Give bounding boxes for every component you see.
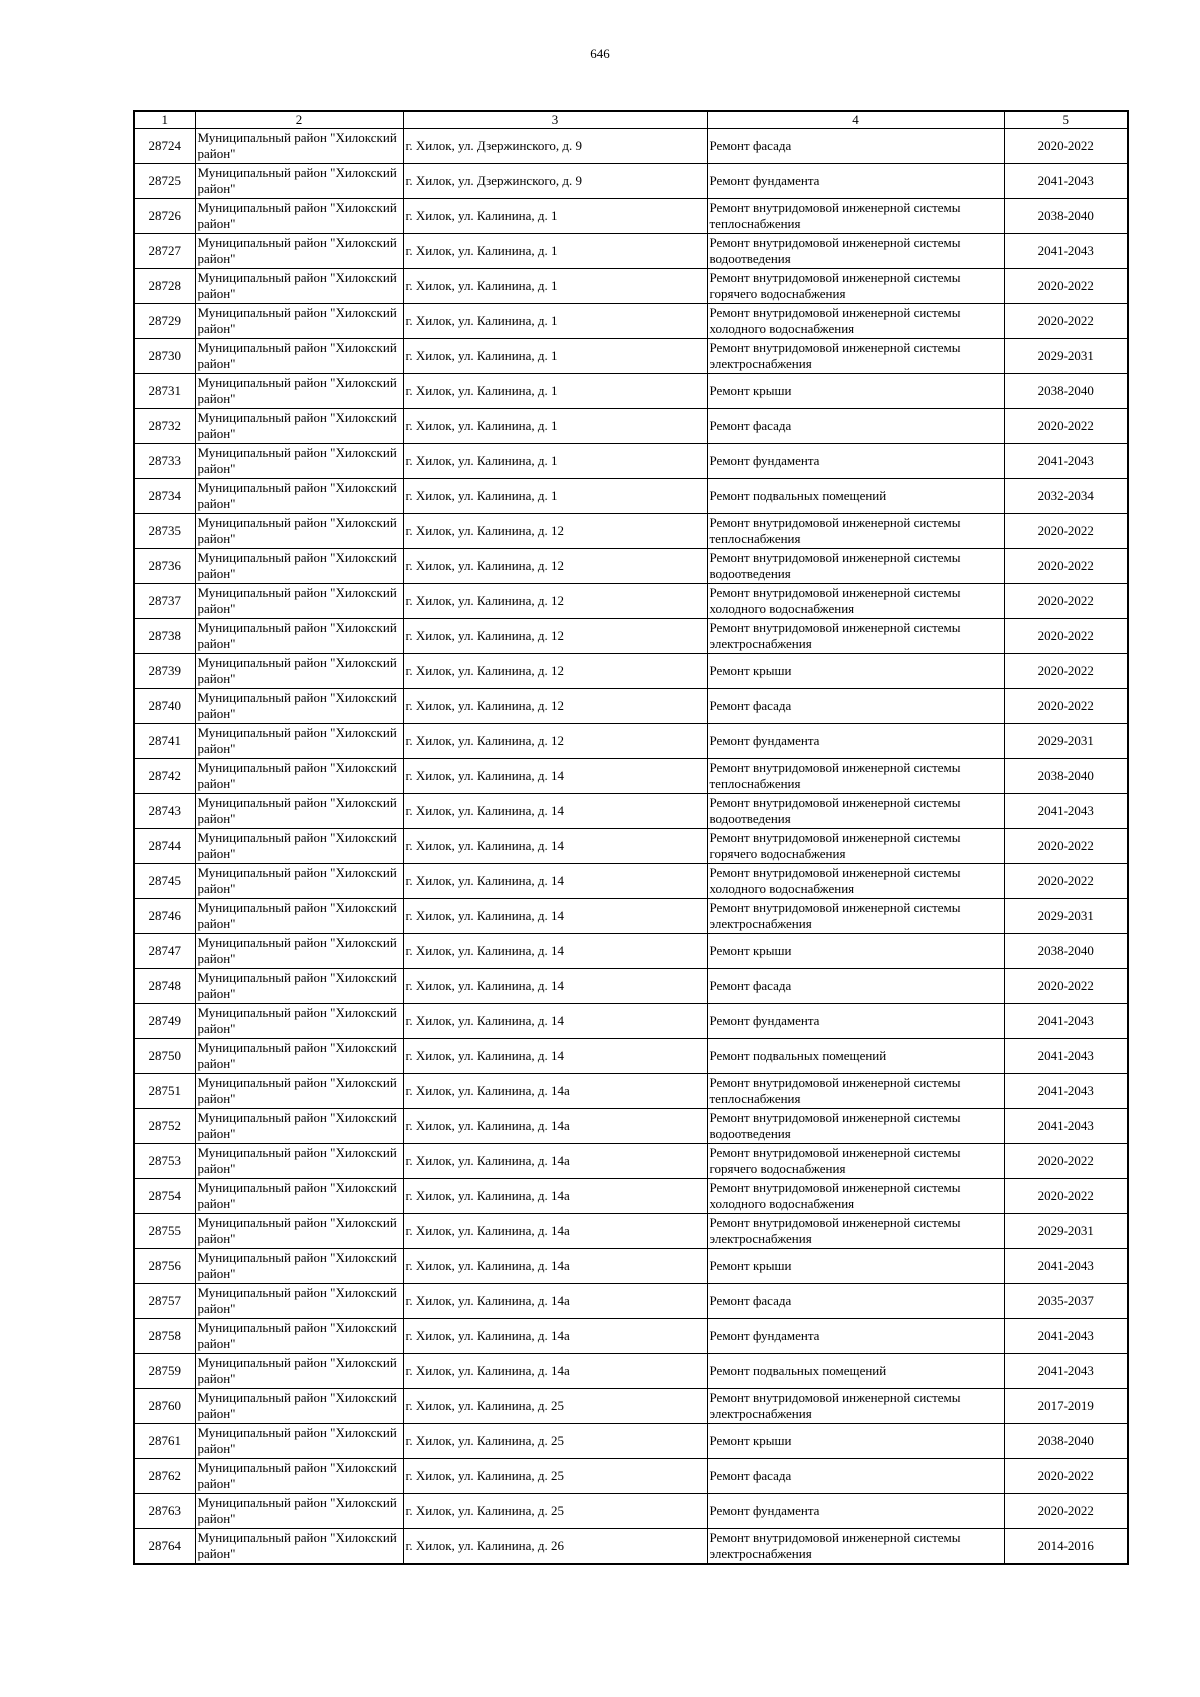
period-cell: 2020-2022 xyxy=(1004,304,1128,339)
row-number-cell: 28752 xyxy=(134,1109,195,1144)
period-cell: 2017-2019 xyxy=(1004,1389,1128,1424)
municipality-cell: Муниципальный район "Хилокский район" xyxy=(195,724,403,759)
work-type-cell: Ремонт фундамента xyxy=(707,724,1004,759)
table-row xyxy=(134,1179,1128,1214)
address-cell: г. Хилок, ул. Калинина, д. 14 xyxy=(403,759,707,794)
table-row xyxy=(134,899,1128,934)
work-type-cell: Ремонт внутридомовой инженерной системы водоотведения xyxy=(707,549,1004,584)
work-type-cell: Ремонт подвальных помещений xyxy=(707,1039,1004,1074)
table-row xyxy=(134,1249,1128,1284)
work-type-cell: Ремонт внутридомовой инженерной системы горячего водоснабжения xyxy=(707,1144,1004,1179)
municipality-cell: Муниципальный район "Хилокский район" xyxy=(195,164,403,199)
address-cell: г. Хилок, ул. Калинина, д. 1 xyxy=(403,409,707,444)
work-type-cell: Ремонт внутридомовой инженерной системы холодного водоснабжения xyxy=(707,584,1004,619)
period-cell: 2041-2043 xyxy=(1004,1319,1128,1354)
work-type-cell: Ремонт фундамента xyxy=(707,1494,1004,1529)
address-cell: г. Хилок, ул. Калинина, д. 14 xyxy=(403,1004,707,1039)
table-row xyxy=(134,724,1128,759)
table-row xyxy=(134,409,1128,444)
row-number-cell: 28746 xyxy=(134,899,195,934)
work-type-cell: Ремонт внутридомовой инженерной системы горячего водоснабжения xyxy=(707,269,1004,304)
row-number-cell: 28743 xyxy=(134,794,195,829)
work-type-cell: Ремонт крыши xyxy=(707,1424,1004,1459)
table-body xyxy=(134,129,1128,1564)
table-row xyxy=(134,234,1128,269)
municipality-cell: Муниципальный район "Хилокский район" xyxy=(195,934,403,969)
table-row xyxy=(134,1424,1128,1459)
row-number-cell: 28750 xyxy=(134,1039,195,1074)
row-number-cell: 28726 xyxy=(134,199,195,234)
work-type-cell: Ремонт внутридомовой инженерной системы водоотведения xyxy=(707,794,1004,829)
address-cell: г. Хилок, ул. Калинина, д. 12 xyxy=(403,654,707,689)
table-row xyxy=(134,549,1128,584)
period-cell: 2020-2022 xyxy=(1004,864,1128,899)
municipality-cell: Муниципальный район "Хилокский район" xyxy=(195,549,403,584)
municipality-cell: Муниципальный район "Хилокский район" xyxy=(195,1249,403,1284)
period-cell: 2020-2022 xyxy=(1004,1494,1128,1529)
municipality-cell: Муниципальный район "Хилокский район" xyxy=(195,409,403,444)
work-type-cell: Ремонт фасада xyxy=(707,1284,1004,1319)
period-cell: 2041-2043 xyxy=(1004,164,1128,199)
row-number-cell: 28757 xyxy=(134,1284,195,1319)
municipality-cell: Муниципальный район "Хилокский район" xyxy=(195,444,403,479)
address-cell: г. Хилок, ул. Калинина, д. 14 xyxy=(403,829,707,864)
period-cell: 2035-2037 xyxy=(1004,1284,1128,1319)
period-cell: 2029-2031 xyxy=(1004,899,1128,934)
municipality-cell: Муниципальный район "Хилокский район" xyxy=(195,1494,403,1529)
municipality-cell: Муниципальный район "Хилокский район" xyxy=(195,689,403,724)
table-row xyxy=(134,514,1128,549)
table-row xyxy=(134,374,1128,409)
row-number-cell: 28739 xyxy=(134,654,195,689)
municipality-cell: Муниципальный район "Хилокский район" xyxy=(195,1004,403,1039)
row-number-cell: 28754 xyxy=(134,1179,195,1214)
row-number-cell: 28732 xyxy=(134,409,195,444)
municipality-cell: Муниципальный район "Хилокский район" xyxy=(195,1319,403,1354)
period-cell: 2020-2022 xyxy=(1004,829,1128,864)
period-cell: 2020-2022 xyxy=(1004,1144,1128,1179)
row-number-cell: 28728 xyxy=(134,269,195,304)
address-cell: г. Хилок, ул. Калинина, д. 14а xyxy=(403,1179,707,1214)
period-cell: 2038-2040 xyxy=(1004,374,1128,409)
table-row xyxy=(134,339,1128,374)
work-type-cell: Ремонт фасада xyxy=(707,129,1004,164)
row-number-cell: 28730 xyxy=(134,339,195,374)
work-type-cell: Ремонт внутридомовой инженерной системы теплоснабжения xyxy=(707,199,1004,234)
municipality-cell: Муниципальный район "Хилокский район" xyxy=(195,759,403,794)
period-cell: 2041-2043 xyxy=(1004,794,1128,829)
table-row xyxy=(134,969,1128,1004)
work-type-cell: Ремонт подвальных помещений xyxy=(707,479,1004,514)
row-number-cell: 28747 xyxy=(134,934,195,969)
municipality-cell: Муниципальный район "Хилокский район" xyxy=(195,1144,403,1179)
address-cell: г. Хилок, ул. Калинина, д. 25 xyxy=(403,1424,707,1459)
row-number-cell: 28762 xyxy=(134,1459,195,1494)
row-number-cell: 28751 xyxy=(134,1074,195,1109)
row-number-cell: 28760 xyxy=(134,1389,195,1424)
address-cell: г. Хилок, ул. Калинина, д. 14а xyxy=(403,1144,707,1179)
table-row xyxy=(134,1319,1128,1354)
period-cell: 2020-2022 xyxy=(1004,1459,1128,1494)
table-row xyxy=(134,1459,1128,1494)
table-row xyxy=(134,1214,1128,1249)
table-row xyxy=(134,1039,1128,1074)
row-number-cell: 28744 xyxy=(134,829,195,864)
address-cell: г. Хилок, ул. Калинина, д. 25 xyxy=(403,1494,707,1529)
table-row xyxy=(134,934,1128,969)
municipality-cell: Муниципальный район "Хилокский район" xyxy=(195,1424,403,1459)
address-cell: г. Хилок, ул. Калинина, д. 26 xyxy=(403,1529,707,1564)
work-type-cell: Ремонт внутридомовой инженерной системы холодного водоснабжения xyxy=(707,1179,1004,1214)
work-type-cell: Ремонт внутридомовой инженерной системы электроснабжения xyxy=(707,619,1004,654)
row-number-cell: 28745 xyxy=(134,864,195,899)
work-type-cell: Ремонт внутридомовой инженерной системы холодного водоснабжения xyxy=(707,304,1004,339)
period-cell: 2020-2022 xyxy=(1004,689,1128,724)
table-row xyxy=(134,129,1128,164)
municipality-cell: Муниципальный район "Хилокский район" xyxy=(195,1179,403,1214)
municipality-cell: Муниципальный район "Хилокский район" xyxy=(195,1459,403,1494)
address-cell: г. Хилок, ул. Калинина, д. 12 xyxy=(403,549,707,584)
period-cell: 2020-2022 xyxy=(1004,129,1128,164)
address-cell: г. Хилок, ул. Калинина, д. 12 xyxy=(403,584,707,619)
work-type-cell: Ремонт фасада xyxy=(707,969,1004,1004)
period-cell: 2020-2022 xyxy=(1004,1179,1128,1214)
row-number-cell: 28725 xyxy=(134,164,195,199)
row-number-cell: 28742 xyxy=(134,759,195,794)
address-cell: г. Хилок, ул. Калинина, д. 25 xyxy=(403,1459,707,1494)
table-row xyxy=(134,199,1128,234)
table-row xyxy=(134,1284,1128,1319)
address-cell: г. Хилок, ул. Калинина, д. 12 xyxy=(403,619,707,654)
address-cell: г. Хилок, ул. Дзержинского, д. 9 xyxy=(403,129,707,164)
municipality-cell: Муниципальный район "Хилокский район" xyxy=(195,584,403,619)
address-cell: г. Хилок, ул. Калинина, д. 14а xyxy=(403,1319,707,1354)
municipality-cell: Муниципальный район "Хилокский район" xyxy=(195,1354,403,1389)
period-cell: 2020-2022 xyxy=(1004,409,1128,444)
municipality-cell: Муниципальный район "Хилокский район" xyxy=(195,829,403,864)
work-type-cell: Ремонт фасада xyxy=(707,689,1004,724)
address-cell: г. Хилок, ул. Калинина, д. 1 xyxy=(403,304,707,339)
period-cell: 2029-2031 xyxy=(1004,1214,1128,1249)
municipality-cell: Муниципальный район "Хилокский район" xyxy=(195,479,403,514)
work-type-cell: Ремонт фундамента xyxy=(707,1004,1004,1039)
municipality-cell: Муниципальный район "Хилокский район" xyxy=(195,864,403,899)
row-number-cell: 28748 xyxy=(134,969,195,1004)
row-number-cell: 28731 xyxy=(134,374,195,409)
work-type-cell: Ремонт внутридомовой инженерной системы теплоснабжения xyxy=(707,759,1004,794)
period-cell: 2041-2043 xyxy=(1004,444,1128,479)
address-cell: г. Хилок, ул. Калинина, д. 1 xyxy=(403,339,707,374)
address-cell: г. Хилок, ул. Калинина, д. 25 xyxy=(403,1389,707,1424)
work-type-cell: Ремонт внутридомовой инженерной системы холодного водоснабжения xyxy=(707,864,1004,899)
column-header-5: 5 xyxy=(1004,111,1128,129)
period-cell: 2014-2016 xyxy=(1004,1529,1128,1564)
work-type-cell: Ремонт внутридомовой инженерной системы электроснабжения xyxy=(707,1214,1004,1249)
municipality-cell: Муниципальный район "Хилокский район" xyxy=(195,1284,403,1319)
row-number-cell: 28727 xyxy=(134,234,195,269)
period-cell: 2041-2043 xyxy=(1004,1074,1128,1109)
row-number-cell: 28763 xyxy=(134,1494,195,1529)
work-type-cell: Ремонт крыши xyxy=(707,654,1004,689)
row-number-cell: 28740 xyxy=(134,689,195,724)
work-type-cell: Ремонт внутридомовой инженерной системы электроснабжения xyxy=(707,1529,1004,1564)
address-cell: г. Хилок, ул. Калинина, д. 14а xyxy=(403,1074,707,1109)
table-row xyxy=(134,829,1128,864)
address-cell: г. Хилок, ул. Калинина, д. 1 xyxy=(403,444,707,479)
municipality-cell: Муниципальный район "Хилокский район" xyxy=(195,1109,403,1144)
table-row xyxy=(134,689,1128,724)
municipality-cell: Муниципальный район "Хилокский район" xyxy=(195,339,403,374)
row-number-cell: 28756 xyxy=(134,1249,195,1284)
period-cell: 2038-2040 xyxy=(1004,199,1128,234)
table-row xyxy=(134,1144,1128,1179)
work-type-cell: Ремонт фасада xyxy=(707,409,1004,444)
address-cell: г. Хилок, ул. Калинина, д. 14 xyxy=(403,969,707,1004)
table-row xyxy=(134,1494,1128,1529)
table-row xyxy=(134,1529,1128,1564)
municipality-cell: Муниципальный район "Хилокский район" xyxy=(195,1074,403,1109)
address-cell: г. Хилок, ул. Калинина, д. 1 xyxy=(403,479,707,514)
municipality-cell: Муниципальный район "Хилокский район" xyxy=(195,374,403,409)
header-row xyxy=(134,111,1128,129)
period-cell: 2020-2022 xyxy=(1004,584,1128,619)
row-number-cell: 28749 xyxy=(134,1004,195,1039)
municipality-cell: Муниципальный район "Хилокский район" xyxy=(195,129,403,164)
address-cell: г. Хилок, ул. Калинина, д. 14а xyxy=(403,1249,707,1284)
row-number-cell: 28761 xyxy=(134,1424,195,1459)
address-cell: г. Хилок, ул. Калинина, д. 14а xyxy=(403,1354,707,1389)
row-number-cell: 28759 xyxy=(134,1354,195,1389)
table-row xyxy=(134,654,1128,689)
work-type-cell: Ремонт внутридомовой инженерной системы водоотведения xyxy=(707,234,1004,269)
row-number-cell: 28764 xyxy=(134,1529,195,1564)
address-cell: г. Хилок, ул. Калинина, д. 14 xyxy=(403,899,707,934)
work-type-cell: Ремонт внутридомовой инженерной системы электроснабжения xyxy=(707,899,1004,934)
row-number-cell: 28736 xyxy=(134,549,195,584)
table-row xyxy=(134,794,1128,829)
work-type-cell: Ремонт внутридомовой инженерной системы теплоснабжения xyxy=(707,1074,1004,1109)
column-header-2: 2 xyxy=(195,111,403,129)
municipality-cell: Муниципальный район "Хилокский район" xyxy=(195,969,403,1004)
period-cell: 2020-2022 xyxy=(1004,654,1128,689)
column-header-1: 1 xyxy=(134,111,195,129)
column-header-3: 3 xyxy=(403,111,707,129)
work-type-cell: Ремонт фундамента xyxy=(707,444,1004,479)
period-cell: 2032-2034 xyxy=(1004,479,1128,514)
row-number-cell: 28741 xyxy=(134,724,195,759)
row-number-cell: 28729 xyxy=(134,304,195,339)
table-row xyxy=(134,164,1128,199)
work-type-cell: Ремонт внутридомовой инженерной системы теплоснабжения xyxy=(707,514,1004,549)
row-number-cell: 28733 xyxy=(134,444,195,479)
period-cell: 2041-2043 xyxy=(1004,1039,1128,1074)
work-type-cell: Ремонт внутридомовой инженерной системы водоотведения xyxy=(707,1109,1004,1144)
municipality-cell: Муниципальный район "Хилокский район" xyxy=(195,1214,403,1249)
municipality-cell: Муниципальный район "Хилокский район" xyxy=(195,794,403,829)
address-cell: г. Хилок, ул. Калинина, д. 12 xyxy=(403,724,707,759)
row-number-cell: 28753 xyxy=(134,1144,195,1179)
address-cell: г. Хилок, ул. Калинина, д. 12 xyxy=(403,689,707,724)
table-row xyxy=(134,1389,1128,1424)
address-cell: г. Хилок, ул. Калинина, д. 14а xyxy=(403,1214,707,1249)
table-row xyxy=(134,1109,1128,1144)
period-cell: 2041-2043 xyxy=(1004,1354,1128,1389)
work-type-cell: Ремонт крыши xyxy=(707,374,1004,409)
address-cell: г. Хилок, ул. Калинина, д. 1 xyxy=(403,374,707,409)
period-cell: 2038-2040 xyxy=(1004,759,1128,794)
period-cell: 2038-2040 xyxy=(1004,934,1128,969)
row-number-cell: 28735 xyxy=(134,514,195,549)
work-type-cell: Ремонт фасада xyxy=(707,1459,1004,1494)
municipality-cell: Муниципальный район "Хилокский район" xyxy=(195,619,403,654)
work-type-cell: Ремонт крыши xyxy=(707,934,1004,969)
work-type-cell: Ремонт фундамента xyxy=(707,1319,1004,1354)
municipality-cell: Муниципальный район "Хилокский район" xyxy=(195,654,403,689)
table-row xyxy=(134,1004,1128,1039)
period-cell: 2020-2022 xyxy=(1004,969,1128,1004)
table-row xyxy=(134,584,1128,619)
page-number: 646 xyxy=(590,46,610,61)
row-number-cell: 28738 xyxy=(134,619,195,654)
period-cell: 2029-2031 xyxy=(1004,339,1128,374)
address-cell: г. Хилок, ул. Калинина, д. 14а xyxy=(403,1109,707,1144)
work-type-cell: Ремонт внутридомовой инженерной системы горячего водоснабжения xyxy=(707,829,1004,864)
work-type-cell: Ремонт внутридомовой инженерной системы электроснабжения xyxy=(707,339,1004,374)
municipality-cell: Муниципальный район "Хилокский район" xyxy=(195,199,403,234)
work-type-cell: Ремонт подвальных помещений xyxy=(707,1354,1004,1389)
municipality-cell: Муниципальный район "Хилокский район" xyxy=(195,1039,403,1074)
address-cell: г. Хилок, ул. Калинина, д. 14 xyxy=(403,934,707,969)
address-cell: г. Хилок, ул. Калинина, д. 1 xyxy=(403,269,707,304)
table-row xyxy=(134,619,1128,654)
table-header xyxy=(134,111,1128,129)
municipality-cell: Муниципальный район "Хилокский район" xyxy=(195,1529,403,1564)
municipality-cell: Муниципальный район "Хилокский район" xyxy=(195,234,403,269)
row-number-cell: 28755 xyxy=(134,1214,195,1249)
period-cell: 2041-2043 xyxy=(1004,1109,1128,1144)
work-type-cell: Ремонт внутридомовой инженерной системы электроснабжения xyxy=(707,1389,1004,1424)
table-row xyxy=(134,479,1128,514)
address-cell: г. Хилок, ул. Калинина, д. 12 xyxy=(403,514,707,549)
period-cell: 2020-2022 xyxy=(1004,619,1128,654)
row-number-cell: 28737 xyxy=(134,584,195,619)
municipality-cell: Муниципальный район "Хилокский район" xyxy=(195,304,403,339)
table-row xyxy=(134,864,1128,899)
work-type-cell: Ремонт крыши xyxy=(707,1249,1004,1284)
row-number-cell: 28724 xyxy=(134,129,195,164)
table-row xyxy=(134,1074,1128,1109)
period-cell: 2020-2022 xyxy=(1004,514,1128,549)
address-cell: г. Хилок, ул. Калинина, д. 1 xyxy=(403,199,707,234)
period-cell: 2041-2043 xyxy=(1004,234,1128,269)
address-cell: г. Хилок, ул. Калинина, д. 14 xyxy=(403,864,707,899)
address-cell: г. Хилок, ул. Калинина, д. 14а xyxy=(403,1284,707,1319)
table-row xyxy=(134,759,1128,794)
row-number-cell: 28734 xyxy=(134,479,195,514)
address-cell: г. Хилок, ул. Калинина, д. 14 xyxy=(403,794,707,829)
table-row xyxy=(134,269,1128,304)
work-type-cell: Ремонт фундамента xyxy=(707,164,1004,199)
address-cell: г. Хилок, ул. Калинина, д. 14 xyxy=(403,1039,707,1074)
table-row xyxy=(134,1354,1128,1389)
repair-register-table xyxy=(133,110,1129,1565)
period-cell: 2038-2040 xyxy=(1004,1424,1128,1459)
period-cell: 2041-2043 xyxy=(1004,1249,1128,1284)
municipality-cell: Муниципальный район "Хилокский район" xyxy=(195,1389,403,1424)
row-number-cell: 28758 xyxy=(134,1319,195,1354)
period-cell: 2041-2043 xyxy=(1004,1004,1128,1039)
period-cell: 2029-2031 xyxy=(1004,724,1128,759)
address-cell: г. Хилок, ул. Калинина, д. 1 xyxy=(403,234,707,269)
address-cell: г. Хилок, ул. Дзержинского, д. 9 xyxy=(403,164,707,199)
municipality-cell: Муниципальный район "Хилокский район" xyxy=(195,269,403,304)
table-row xyxy=(134,444,1128,479)
column-header-4: 4 xyxy=(707,111,1004,129)
municipality-cell: Муниципальный район "Хилокский район" xyxy=(195,899,403,934)
municipality-cell: Муниципальный район "Хилокский район" xyxy=(195,514,403,549)
table-row xyxy=(134,304,1128,339)
period-cell: 2020-2022 xyxy=(1004,269,1128,304)
period-cell: 2020-2022 xyxy=(1004,549,1128,584)
